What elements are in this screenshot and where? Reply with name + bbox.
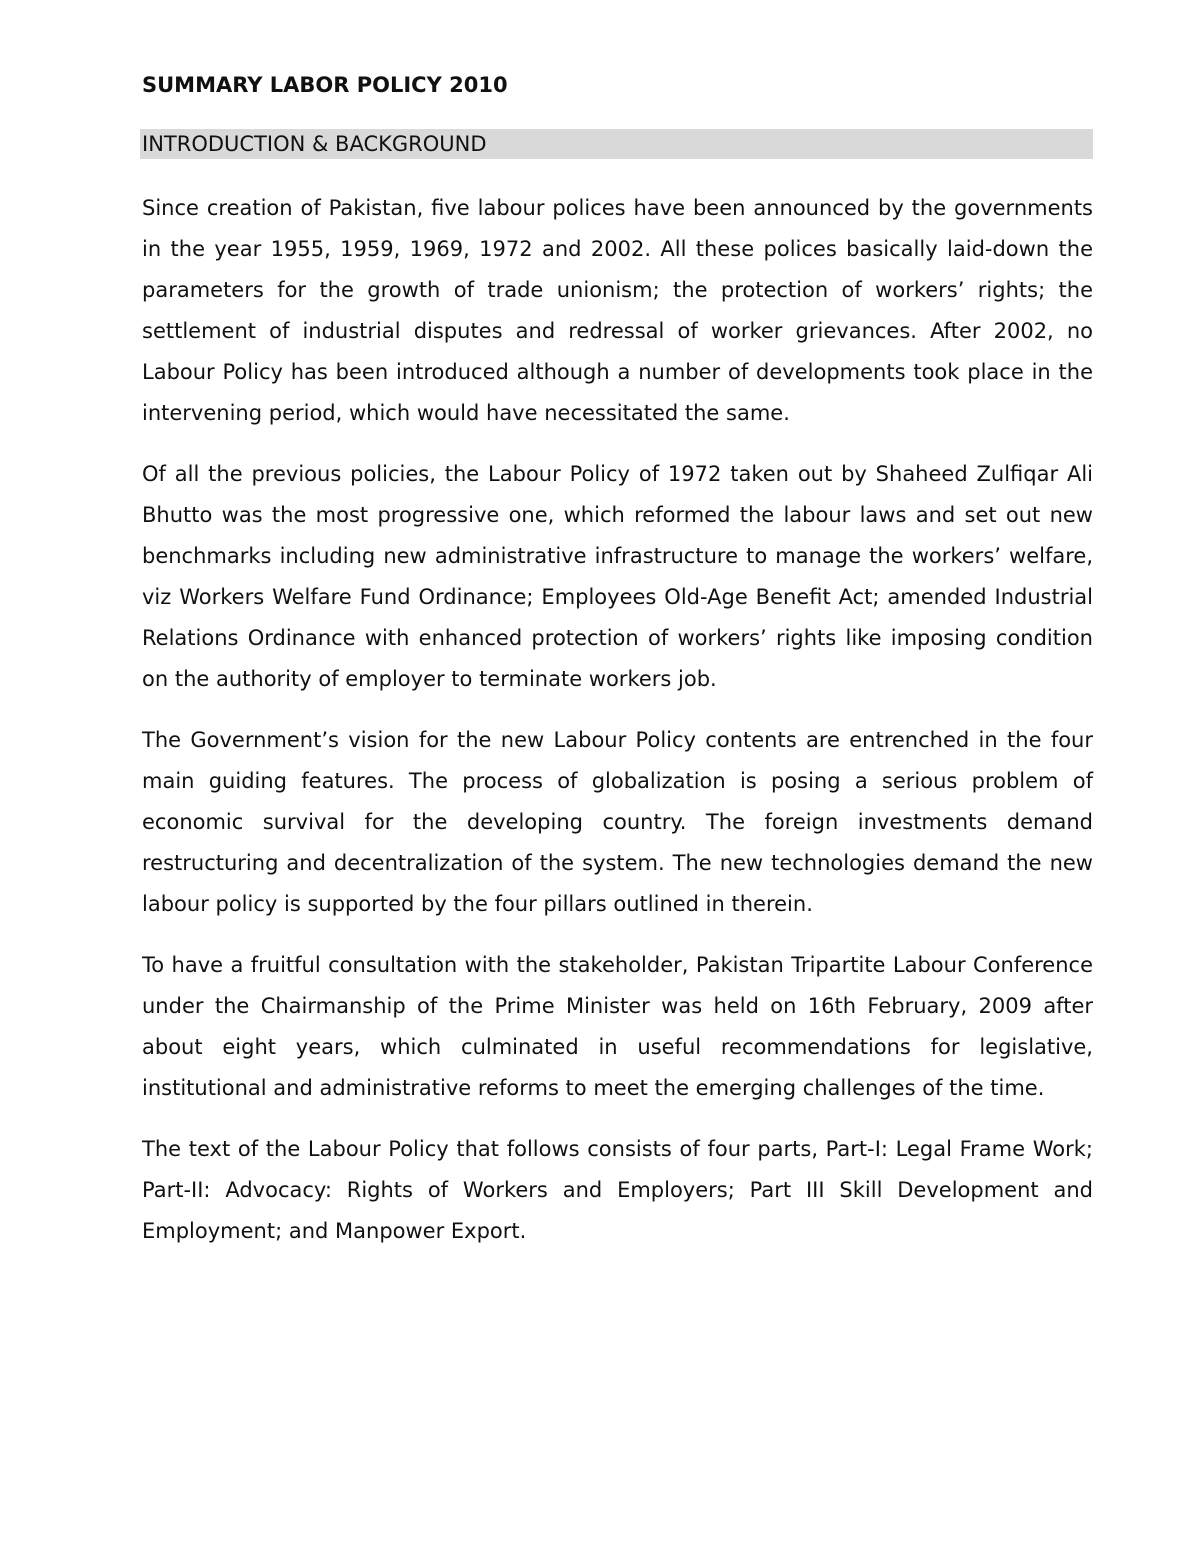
document-title: SUMMARY LABOR POLICY 2010 [142,73,508,97]
paragraph-policy-parts: The text of the Labour Policy that follows consists of four parts, Part-I: Legal Frame Work; Part-II: Advocacy: Rights of Workers and Employers; Part III Skill Development and Employment; and Manpower Export. [142,1137,1093,1243]
paragraph-tripartite-conference: To have a fruitful consultation with the stakeholder, Pakistan Tripartite Labour Conference under the Chairmanship of the Prime Minister was held on 16th February, 2009 after about eight years, which culminated in useful recommendations for legislative, institutional and administrative reforms to meet the emerging challenges of the time. [142,953,1093,1100]
section-heading-introduction: INTRODUCTION & BACKGROUND [140,129,1093,159]
paragraph-government-vision: The Government’s vision for the new Labour Policy contents are entrenched in the four main guiding features. The process of globalization is posing a serious problem of economic survival for the developing country. The foreign investments demand restructuring and decentralization of the system. The new technologies demand the new labour policy is supported by the four pillars outlined in therein. [142,728,1093,916]
paragraph-1972-policy: Of all the previous policies, the Labour Policy of 1972 taken out by Shaheed Zulfiqar Ali Bhutto was the most progressive one, which reformed the labour laws and set out new benchmarks including new administrative infrastructure to manage the workers’ welfare, viz Workers Welfare Fund Ordinance; Employees Old-Age Benefit Act; amended Industrial Relations Ordinance with enhanced protection of workers’ rights like imposing condition on the authority of employer to terminate workers job. [142,462,1093,691]
paragraph-history: Since creation of Pakistan, five labour polices have been announced by the governments in the year 1955, 1959, 1969, 1972 and 2002. All these polices basically laid-down the parameters for the growth of trade unionism; the protection of workers’ rights; the settlement of industrial disputes and redressal of worker grievances. After 2002, no Labour Policy has been introduced although a number of developments took place in the intervening period, which would have necessitated the same. [142,196,1093,425]
document-page [142,68,1093,1252]
